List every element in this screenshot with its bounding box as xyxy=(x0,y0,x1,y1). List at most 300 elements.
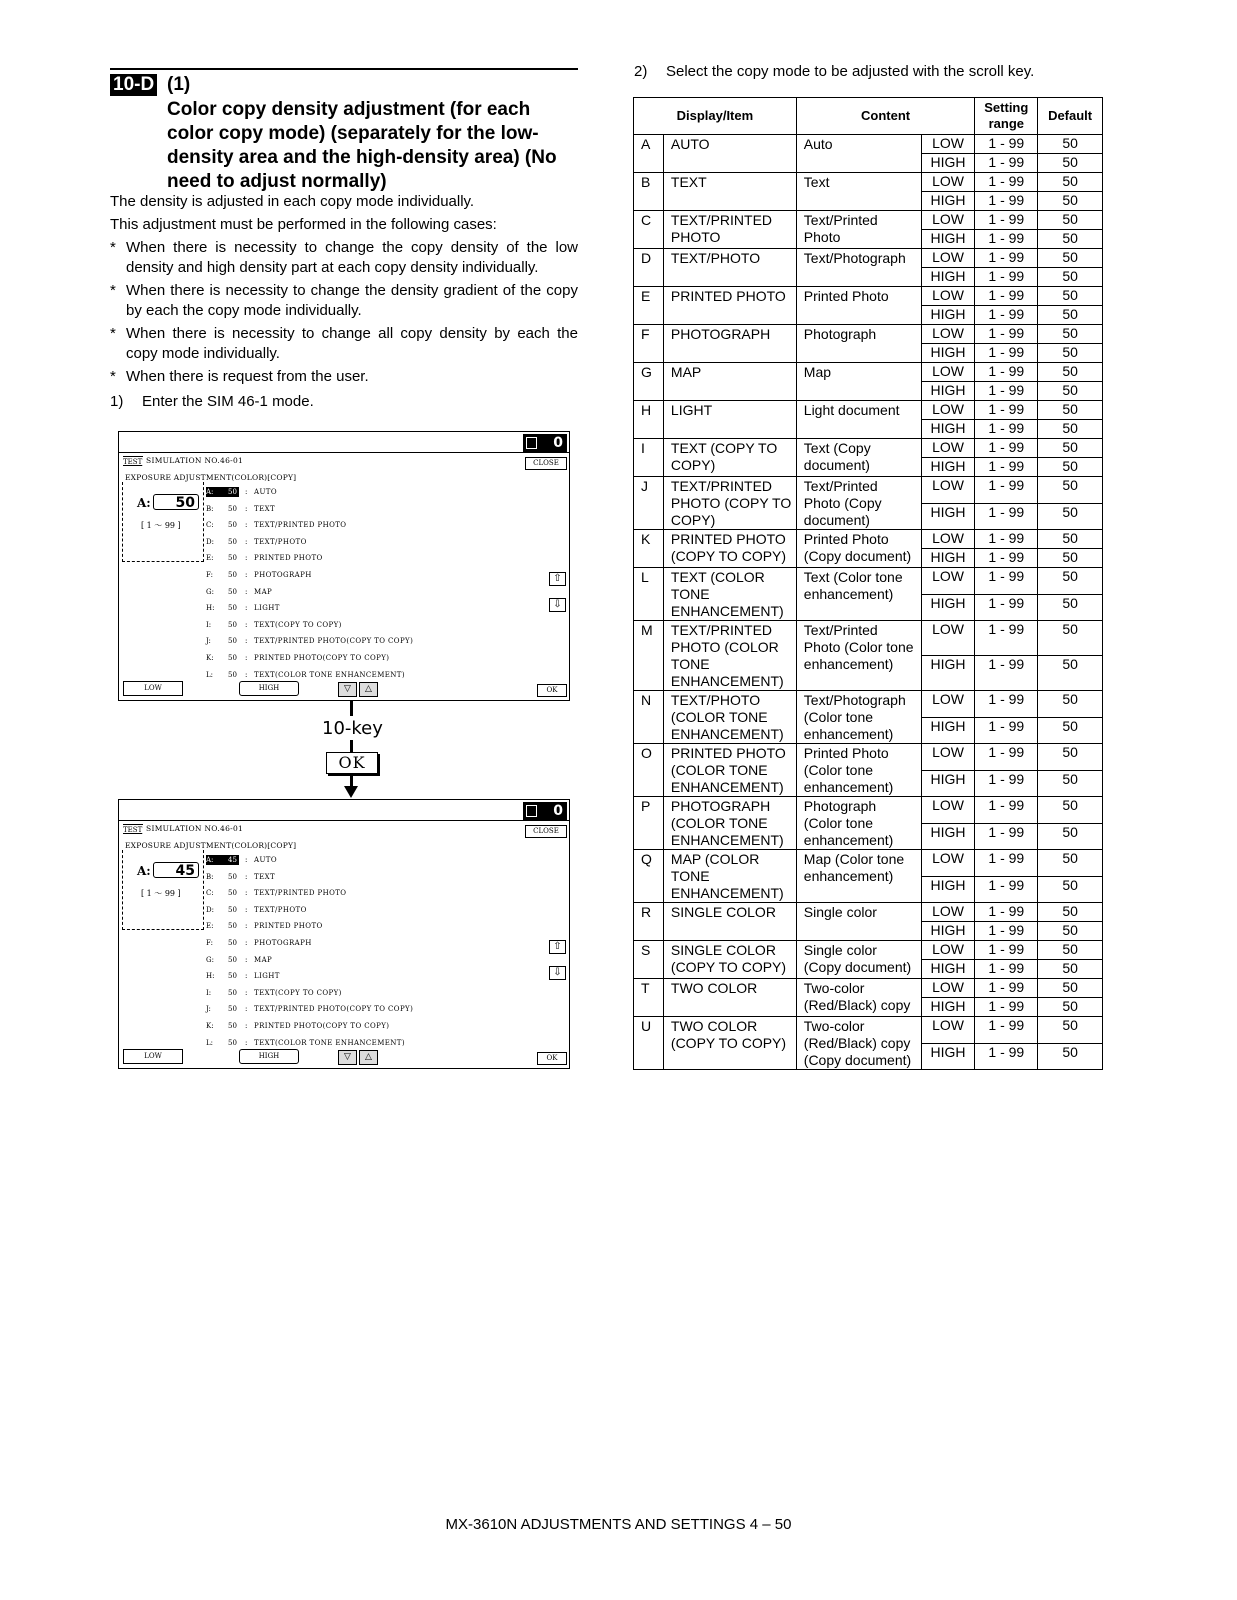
high-cell: HIGH xyxy=(921,998,975,1017)
default-cell: 50 xyxy=(1038,979,1103,998)
low-cell: LOW xyxy=(921,249,975,268)
default-cell: 50 xyxy=(1038,306,1103,325)
mode-list-item[interactable]: G: 50 : MAP xyxy=(206,955,273,964)
low-cell: LOW xyxy=(921,477,975,504)
ok-button[interactable]: OK xyxy=(537,1052,567,1065)
table-row xyxy=(634,211,1103,230)
row-item-cell: TEXT/PRINTED PHOTO (COPY TO COPY) xyxy=(663,477,796,530)
mode-list xyxy=(206,852,526,1051)
range-cell: 1 - 99 xyxy=(975,1043,1038,1070)
range-cell: 1 - 99 xyxy=(975,656,1038,691)
default-cell: 50 xyxy=(1038,192,1103,211)
mode-list-item[interactable]: K: 50 : PRINTED PHOTO(COPY TO COPY) xyxy=(206,653,390,662)
low-cell: LOW xyxy=(921,363,975,382)
range-cell: 1 - 99 xyxy=(975,922,1038,941)
high-cell: HIGH xyxy=(921,230,975,249)
row-content-cell: Map (Color tone enhancement) xyxy=(796,850,921,903)
simulation-screen-before xyxy=(118,431,570,701)
arrow-down-icon xyxy=(344,786,358,798)
row-item-cell: TEXT/PRINTED PHOTO xyxy=(663,211,796,249)
range-cell: 1 - 99 xyxy=(975,691,1038,718)
default-cell: 50 xyxy=(1038,173,1103,192)
mode-list-item[interactable]: J: 50 : TEXT/PRINTED PHOTO(COPY TO COPY) xyxy=(206,1005,414,1014)
row-item-cell: PRINTED PHOTO (COLOR TONE ENHANCEMENT) xyxy=(663,744,796,797)
range-cell: 1 - 99 xyxy=(975,249,1038,268)
mode-list-item[interactable]: L: 50 : TEXT(COLOR TONE ENHANCEMENT) xyxy=(206,1038,405,1047)
ten-key-label: 10-key xyxy=(322,718,383,739)
mode-list-item[interactable]: J: 50 : TEXT/PRINTED PHOTO(COPY TO COPY) xyxy=(206,637,414,646)
mode-list-item[interactable]: G: 50 : MAP xyxy=(206,587,273,596)
default-cell: 50 xyxy=(1038,1017,1103,1044)
scroll-up-chevron-icon[interactable]: △ xyxy=(359,682,378,697)
copy-mode-table xyxy=(633,97,1103,1070)
row-content-cell: Map xyxy=(796,363,921,401)
default-cell: 50 xyxy=(1038,568,1103,595)
copy-counter: 0 xyxy=(523,434,567,452)
high-cell: HIGH xyxy=(921,458,975,477)
intro-line: This adjustment must be performed in the following cases: xyxy=(110,216,497,233)
col-header-setting-range: Setting range xyxy=(975,98,1038,135)
table-row xyxy=(634,568,1103,595)
table-row xyxy=(634,621,1103,656)
table-row xyxy=(634,744,1103,771)
step-text: Enter the SIM 46-1 mode. xyxy=(142,393,314,410)
bullet-text: When there is request from the user. xyxy=(126,368,369,385)
mode-list-item[interactable]: B: 50 : TEXT xyxy=(206,504,276,513)
row-id-cell: C xyxy=(634,211,664,249)
mode-label: EXPOSURE ADJUSTMENT(COLOR)[COPY] xyxy=(125,841,297,850)
row-item-cell: PRINTED PHOTO (COPY TO COPY) xyxy=(663,530,796,568)
scroll-up-chevron-icon[interactable]: △ xyxy=(359,1050,378,1065)
default-cell: 50 xyxy=(1038,344,1103,363)
range-cell: 1 - 99 xyxy=(975,268,1038,287)
default-cell: 50 xyxy=(1038,439,1103,458)
range-cell: 1 - 99 xyxy=(975,401,1038,420)
range-label: [ 1 ～ 99 ] xyxy=(141,889,181,898)
row-item-cell: TEXT/PRINTED PHOTO (COLOR TONE ENHANCEMENT) xyxy=(663,621,796,691)
step-text: Select the copy mode to be adjusted with the scroll key. xyxy=(666,63,1035,80)
step-number: 1) xyxy=(110,393,124,410)
low-cell: LOW xyxy=(921,401,975,420)
high-cell: HIGH xyxy=(921,717,975,744)
default-cell: 50 xyxy=(1038,744,1103,771)
row-item-cell: TEXT (COPY TO COPY) xyxy=(663,439,796,477)
low-cell: LOW xyxy=(921,903,975,922)
col-header-display-item: Display/Item xyxy=(634,98,797,135)
default-cell: 50 xyxy=(1038,549,1103,568)
range-cell: 1 - 99 xyxy=(975,744,1038,771)
row-content-cell: Text (Color tone enhancement) xyxy=(796,568,921,621)
low-cell: LOW xyxy=(921,979,975,998)
range-cell: 1 - 99 xyxy=(975,960,1038,979)
row-id-cell: I xyxy=(634,439,664,477)
table-header-row xyxy=(634,98,1103,135)
range-cell: 1 - 99 xyxy=(975,154,1038,173)
low-cell: LOW xyxy=(921,850,975,877)
default-cell: 50 xyxy=(1038,960,1103,979)
mode-list-item[interactable]: I: 50 : TEXT(COPY TO COPY) xyxy=(206,620,342,629)
low-cell: LOW xyxy=(921,325,975,344)
high-cell: HIGH xyxy=(921,344,975,363)
range-cell: 1 - 99 xyxy=(975,344,1038,363)
high-cell: HIGH xyxy=(921,268,975,287)
mode-list-item[interactable]: H: 50 : LIGHT xyxy=(206,972,280,981)
default-cell: 50 xyxy=(1038,420,1103,439)
default-cell: 50 xyxy=(1038,401,1103,420)
high-cell: HIGH xyxy=(921,876,975,903)
col-header-content: Content xyxy=(796,98,975,135)
range-cell: 1 - 99 xyxy=(975,325,1038,344)
bullet-text: When there is necessity to change the density gradient of the copy by each the copy mode individually. xyxy=(126,282,578,319)
row-content-cell: Printed Photo xyxy=(796,287,921,325)
range-cell: 1 - 99 xyxy=(975,621,1038,656)
row-item-cell: TEXT xyxy=(663,173,796,211)
default-cell: 50 xyxy=(1038,998,1103,1017)
range-cell: 1 - 99 xyxy=(975,192,1038,211)
row-content-cell: Single color (Copy document) xyxy=(796,941,921,979)
default-cell: 50 xyxy=(1038,656,1103,691)
row-item-cell: MAP (COLOR TONE ENHANCEMENT) xyxy=(663,850,796,903)
row-content-cell: Light document xyxy=(796,401,921,439)
row-item-cell: LIGHT xyxy=(663,401,796,439)
mode-list xyxy=(206,484,526,683)
high-cell: HIGH xyxy=(921,594,975,621)
low-cell: LOW xyxy=(921,211,975,230)
low-button[interactable]: LOW xyxy=(123,681,183,696)
bullet-text: When there is necessity to change the copy density of the low density and high density part at each copy density individually. xyxy=(126,239,578,276)
table-row xyxy=(634,363,1103,382)
default-cell: 50 xyxy=(1038,594,1103,621)
range-cell: 1 - 99 xyxy=(975,568,1038,595)
screen-top-bar xyxy=(119,432,569,453)
default-cell: 50 xyxy=(1038,503,1103,530)
table-row xyxy=(634,1017,1103,1044)
row-id-cell: L xyxy=(634,568,664,621)
row-item-cell: AUTO xyxy=(663,135,796,173)
col-header-default: Default xyxy=(1038,98,1103,135)
row-id-cell: H xyxy=(634,401,664,439)
range-cell: 1 - 99 xyxy=(975,876,1038,903)
default-cell: 50 xyxy=(1038,287,1103,306)
high-cell: HIGH xyxy=(921,382,975,401)
row-item-cell: SINGLE COLOR xyxy=(663,903,796,941)
row-id-cell: R xyxy=(634,903,664,941)
default-cell: 50 xyxy=(1038,1043,1103,1070)
range-cell: 1 - 99 xyxy=(975,230,1038,249)
range-cell: 1 - 99 xyxy=(975,549,1038,568)
low-cell: LOW xyxy=(921,530,975,549)
default-cell: 50 xyxy=(1038,230,1103,249)
table-row xyxy=(634,439,1103,458)
screen-top-bar xyxy=(119,800,569,821)
bullet-item: * When there is necessity to change all copy density by each the copy mode individually. xyxy=(110,325,578,362)
low-cell: LOW xyxy=(921,568,975,595)
low-cell: LOW xyxy=(921,744,975,771)
mode-list-item[interactable]: D: 50 : TEXT/PHOTO xyxy=(206,905,307,914)
default-cell: 50 xyxy=(1038,621,1103,656)
row-content-cell: Text xyxy=(796,173,921,211)
low-cell: LOW xyxy=(921,173,975,192)
high-cell: HIGH xyxy=(921,1043,975,1070)
step-1 xyxy=(110,390,578,413)
low-cell: LOW xyxy=(921,941,975,960)
default-cell: 50 xyxy=(1038,477,1103,504)
table-row xyxy=(634,287,1103,306)
range-cell: 1 - 99 xyxy=(975,363,1038,382)
default-cell: 50 xyxy=(1038,850,1103,877)
high-button[interactable]: HIGH xyxy=(239,1049,299,1064)
mode-list-item[interactable]: H: 50 : LIGHT xyxy=(206,604,280,613)
high-cell: HIGH xyxy=(921,960,975,979)
selected-key-label: A: xyxy=(137,864,151,878)
row-item-cell: TWO COLOR (COPY TO COPY) xyxy=(663,1017,796,1070)
bullet-item: * When there is necessity to change the copy density of the low density and high density part at each copy density individually. xyxy=(110,239,578,276)
value-input[interactable]: 45 xyxy=(153,862,199,878)
mode-list-item[interactable]: K: 50 : PRINTED PHOTO(COPY TO COPY) xyxy=(206,1021,390,1030)
scroll-up-icon[interactable]: ⇧ xyxy=(549,572,566,586)
section-heading xyxy=(110,72,578,190)
high-cell: HIGH xyxy=(921,770,975,797)
low-cell: LOW xyxy=(921,691,975,718)
intro-line: The density is adjusted in each copy mode individually. xyxy=(110,193,475,210)
range-cell: 1 - 99 xyxy=(975,770,1038,797)
low-cell: LOW xyxy=(921,621,975,656)
range-cell: 1 - 99 xyxy=(975,135,1038,154)
row-id-cell: P xyxy=(634,797,664,850)
default-cell: 50 xyxy=(1038,135,1103,154)
row-item-cell: TEXT/PHOTO xyxy=(663,249,796,287)
row-id-cell: M xyxy=(634,621,664,691)
row-content-cell: Printed Photo (Color tone enhancement) xyxy=(796,744,921,797)
scroll-up-icon[interactable]: ⇧ xyxy=(549,940,566,954)
range-cell: 1 - 99 xyxy=(975,594,1038,621)
row-item-cell: TEXT/PHOTO (COLOR TONE ENHANCEMENT) xyxy=(663,691,796,744)
range-cell: 1 - 99 xyxy=(975,998,1038,1017)
table-row xyxy=(634,477,1103,504)
mode-list-item[interactable]: B: 50 : TEXT xyxy=(206,872,276,881)
low-cell: LOW xyxy=(921,439,975,458)
table-row xyxy=(634,325,1103,344)
simulation-label: SIMULATION NO.46-01 xyxy=(146,456,244,465)
row-item-cell: TWO COLOR xyxy=(663,979,796,1017)
table-row xyxy=(634,941,1103,960)
high-cell: HIGH xyxy=(921,503,975,530)
table-row xyxy=(634,691,1103,718)
table-row xyxy=(634,401,1103,420)
high-cell: HIGH xyxy=(921,922,975,941)
scroll-down-chevron-icon[interactable]: ▽ xyxy=(338,1050,357,1065)
high-cell: HIGH xyxy=(921,192,975,211)
range-cell: 1 - 99 xyxy=(975,420,1038,439)
table-row xyxy=(634,249,1103,268)
table-row xyxy=(634,135,1103,154)
range-cell: 1 - 99 xyxy=(975,530,1038,549)
step-number: 2) xyxy=(634,63,648,80)
row-id-cell: K xyxy=(634,530,664,568)
low-cell: LOW xyxy=(921,1017,975,1044)
default-cell: 50 xyxy=(1038,903,1103,922)
range-cell: 1 - 99 xyxy=(975,850,1038,877)
row-content-cell: Text/Printed Photo xyxy=(796,211,921,249)
row-content-cell: Two-color (Red/Black) copy (Copy document) xyxy=(796,1017,921,1070)
mode-list-item[interactable]: A: 45 : AUTO xyxy=(206,856,277,864)
range-cell: 1 - 99 xyxy=(975,903,1038,922)
mode-list-item[interactable]: C: 50 : TEXT/PRINTED PHOTO xyxy=(206,889,347,898)
default-cell: 50 xyxy=(1038,823,1103,850)
mode-list-item[interactable]: E: 50 : PRINTED PHOTO xyxy=(206,922,323,931)
mode-list-item[interactable]: L: 50 : TEXT(COLOR TONE ENHANCEMENT) xyxy=(206,670,405,679)
section-title: Color copy density adjustment (for each color copy mode) (separately for the low-density area and the high-density area) (No need to adjust normally) xyxy=(167,99,557,192)
row-content-cell: Two-color (Red/Black) copy xyxy=(796,979,921,1017)
default-cell: 50 xyxy=(1038,797,1103,824)
bullet-item: * When there is necessity to change the density gradient of the copy by each the copy mode individually. xyxy=(110,282,578,319)
row-id-cell: U xyxy=(634,1017,664,1070)
range-cell: 1 - 99 xyxy=(975,211,1038,230)
range-cell: 1 - 99 xyxy=(975,823,1038,850)
mode-label: EXPOSURE ADJUSTMENT(COLOR)[COPY] xyxy=(125,473,297,482)
high-cell: HIGH xyxy=(921,823,975,850)
row-id-cell: N xyxy=(634,691,664,744)
high-cell: HIGH xyxy=(921,154,975,173)
selected-key-label: A: xyxy=(137,496,151,510)
row-id-cell: J xyxy=(634,477,664,530)
high-cell: HIGH xyxy=(921,420,975,439)
ok-button[interactable]: OK xyxy=(537,684,567,697)
close-button[interactable]: CLOSE xyxy=(525,457,567,470)
range-cell: 1 - 99 xyxy=(975,458,1038,477)
default-cell: 50 xyxy=(1038,154,1103,173)
mode-list-item[interactable]: E: 50 : PRINTED PHOTO xyxy=(206,554,323,563)
row-id-cell: O xyxy=(634,744,664,797)
range-cell: 1 - 99 xyxy=(975,717,1038,744)
low-cell: LOW xyxy=(921,135,975,154)
range-label: [ 1 ～ 99 ] xyxy=(141,521,181,530)
row-content-cell: Printed Photo (Copy document) xyxy=(796,530,921,568)
range-cell: 1 - 99 xyxy=(975,979,1038,998)
mode-list-item[interactable]: D: 50 : TEXT/PHOTO xyxy=(206,537,307,546)
copy-icon xyxy=(526,805,537,817)
test-icon: TEST xyxy=(123,826,143,834)
range-cell: 1 - 99 xyxy=(975,439,1038,458)
scroll-down-chevron-icon[interactable]: ▽ xyxy=(338,682,357,697)
range-cell: 1 - 99 xyxy=(975,382,1038,401)
table-row xyxy=(634,979,1103,998)
section-sub-number: (1) xyxy=(167,74,191,95)
default-cell: 50 xyxy=(1038,211,1103,230)
table-row xyxy=(634,850,1103,877)
default-cell: 50 xyxy=(1038,458,1103,477)
simulation-screen-after xyxy=(118,799,570,1069)
row-content-cell: Single color xyxy=(796,903,921,941)
row-id-cell: T xyxy=(634,979,664,1017)
range-cell: 1 - 99 xyxy=(975,941,1038,960)
table-row xyxy=(634,797,1103,824)
mode-list-item[interactable]: F: 50 : PHOTOGRAPH xyxy=(206,938,312,947)
row-item-cell: MAP xyxy=(663,363,796,401)
copy-icon xyxy=(526,437,537,449)
row-item-cell: PHOTOGRAPH (COLOR TONE ENHANCEMENT) xyxy=(663,797,796,850)
row-item-cell: PHOTOGRAPH xyxy=(663,325,796,363)
low-button[interactable]: LOW xyxy=(123,1049,183,1064)
copy-counter: 0 xyxy=(523,802,567,820)
bullet-item: * When there is request from the user. xyxy=(110,368,369,385)
flow-arrow xyxy=(300,700,410,800)
row-id-cell: A xyxy=(634,135,664,173)
range-cell: 1 - 99 xyxy=(975,797,1038,824)
row-id-cell: D xyxy=(634,249,664,287)
default-cell: 50 xyxy=(1038,325,1103,344)
low-cell: LOW xyxy=(921,797,975,824)
mode-list-item[interactable]: F: 50 : PHOTOGRAPH xyxy=(206,570,312,579)
row-content-cell: Text/Photograph xyxy=(796,249,921,287)
default-cell: 50 xyxy=(1038,249,1103,268)
high-cell: HIGH xyxy=(921,306,975,325)
scroll-down-icon[interactable]: ⇩ xyxy=(549,598,566,612)
value-entry-box xyxy=(122,482,204,562)
range-cell: 1 - 99 xyxy=(975,173,1038,192)
row-id-cell: F xyxy=(634,325,664,363)
table-row xyxy=(634,530,1103,549)
row-id-cell: S xyxy=(634,941,664,979)
mode-list-item[interactable]: I: 50 : TEXT(COPY TO COPY) xyxy=(206,988,342,997)
value-entry-box xyxy=(122,850,204,930)
value-input[interactable]: 50 xyxy=(153,494,199,510)
table-row xyxy=(634,903,1103,922)
test-icon: TEST xyxy=(123,458,143,466)
default-cell: 50 xyxy=(1038,876,1103,903)
section-rule xyxy=(110,68,578,70)
page-footer: MX-3610N ADJUSTMENTS AND SETTINGS 4 – 50 xyxy=(445,1516,792,1533)
default-cell: 50 xyxy=(1038,691,1103,718)
default-cell: 50 xyxy=(1038,717,1103,744)
row-content-cell: Text/Photograph (Color tone enhancement) xyxy=(796,691,921,744)
default-cell: 50 xyxy=(1038,770,1103,797)
default-cell: 50 xyxy=(1038,268,1103,287)
row-content-cell: Auto xyxy=(796,135,921,173)
high-cell: HIGH xyxy=(921,549,975,568)
high-cell: HIGH xyxy=(921,656,975,691)
left-column xyxy=(110,68,578,413)
mode-list-item[interactable]: A: 50 : AUTO xyxy=(206,488,277,496)
default-cell: 50 xyxy=(1038,941,1103,960)
default-cell: 50 xyxy=(1038,382,1103,401)
ok-key-box: OK xyxy=(326,752,378,774)
row-id-cell: B xyxy=(634,173,664,211)
close-button[interactable]: CLOSE xyxy=(525,825,567,838)
range-cell: 1 - 99 xyxy=(975,287,1038,306)
row-content-cell: Photograph xyxy=(796,325,921,363)
section-number: 10-D xyxy=(110,74,157,96)
high-button[interactable]: HIGH xyxy=(239,681,299,696)
range-cell: 1 - 99 xyxy=(975,306,1038,325)
range-cell: 1 - 99 xyxy=(975,1017,1038,1044)
default-cell: 50 xyxy=(1038,363,1103,382)
row-item-cell: PRINTED PHOTO xyxy=(663,287,796,325)
simulation-label: SIMULATION NO.46-01 xyxy=(146,824,244,833)
default-cell: 50 xyxy=(1038,530,1103,549)
table-row xyxy=(634,173,1103,192)
low-cell: LOW xyxy=(921,287,975,306)
row-content-cell: Photograph (Color tone enhancement) xyxy=(796,797,921,850)
row-item-cell: TEXT (COLOR TONE ENHANCEMENT) xyxy=(663,568,796,621)
row-content-cell: Text/Printed Photo (Color tone enhancement) xyxy=(796,621,921,691)
row-id-cell: Q xyxy=(634,850,664,903)
row-item-cell: SINGLE COLOR (COPY TO COPY) xyxy=(663,941,796,979)
row-content-cell: Text (Copy document) xyxy=(796,439,921,477)
row-id-cell: E xyxy=(634,287,664,325)
scroll-down-icon[interactable]: ⇩ xyxy=(549,966,566,980)
mode-list-item[interactable]: C: 50 : TEXT/PRINTED PHOTO xyxy=(206,521,347,530)
